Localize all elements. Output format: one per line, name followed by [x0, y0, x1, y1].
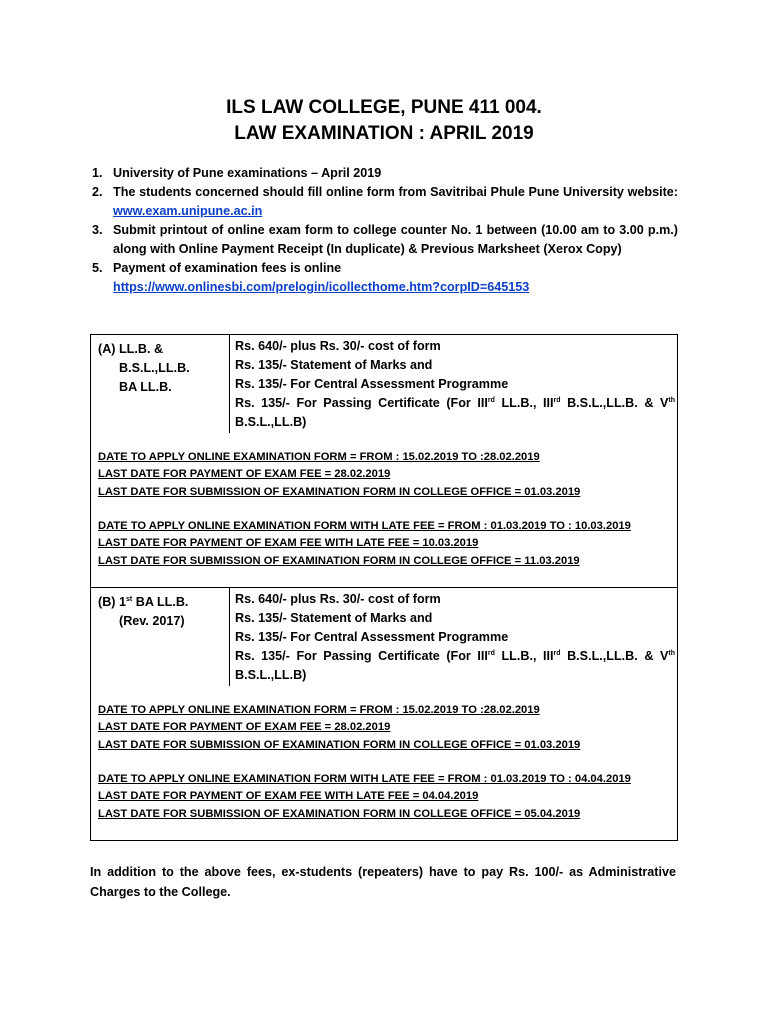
payment-link[interactable]: https://www.onlinesbi.com/prelogin/icollecthome.htm?corpID=645153 — [113, 280, 530, 294]
section-b-dates — [98, 702, 674, 754]
list-number: 5. — [92, 261, 103, 275]
program-label: (B) 1st BA LL.B. — [98, 595, 189, 609]
fee-line: Rs. 640/- plus Rs. 30/- cost of form — [235, 592, 441, 606]
date-line: DATE TO APPLY ONLINE EXAMINATION FORM WITH LATE FEE = FROM : 01.03.2019 TO : 10.03.2019 — [98, 520, 631, 532]
list-text: Submit printout of online exam form to college counter No. 1 between (10.00 am to 3.00 p.m.) along with Online Payment Receipt (In duplicate) & Previous Marksheet (Xerox Copy) — [113, 223, 678, 256]
date-line: LAST DATE FOR PAYMENT OF EXAM FEE WITH LATE FEE = 04.04.2019 — [98, 790, 479, 803]
section-a-programs — [98, 340, 228, 397]
section-b-fees — [235, 590, 675, 685]
section-b-box — [90, 587, 678, 841]
date-line: LAST DATE FOR PAYMENT OF EXAM FEE WITH LATE FEE = 10.03.2019 — [98, 537, 479, 550]
list-text: Payment of examination fees is online — [113, 261, 342, 275]
program-label: B.S.L.,LL.B. — [119, 361, 190, 375]
fee-line: Rs. 135/- For Central Assessment Programme — [235, 377, 509, 391]
section-b-programs — [98, 593, 228, 631]
list-item — [92, 164, 678, 183]
program-label: (A) LL.B. & — [98, 342, 164, 356]
page-title: ILS LAW COLLEGE, PUNE 411 004. — [226, 97, 542, 118]
page-subtitle: LAW EXAMINATION : APRIL 2019 — [234, 123, 534, 144]
column-divider — [229, 335, 230, 433]
list-text: University of Pune examinations – April 2019 — [113, 166, 382, 180]
date-line: DATE TO APPLY ONLINE EXAMINATION FORM = FROM : 15.02.2019 TO :28.02.2019 — [98, 704, 540, 716]
date-line: LAST DATE FOR SUBMISSION OF EXAMINATION FORM IN COLLEGE OFFICE = 05.04.2019 — [98, 807, 581, 820]
fee-line: B.S.L.,LL.B) — [235, 668, 307, 682]
fee-line: B.S.L.,LL.B) — [235, 415, 307, 429]
fee-line: Rs. 135/- For Passing Certificate (For IIIrd LL.B., IIIrd B.S.L.,LL.B. & Vth — [235, 396, 675, 410]
list-item — [92, 183, 678, 221]
list-item — [92, 221, 678, 259]
list-number: 3. — [92, 223, 103, 237]
section-a-dates — [98, 449, 674, 501]
footer-note: In addition to the above fees, ex-students (repeaters) have to pay Rs. 100/- as Administrative Charges to the College. — [90, 865, 676, 899]
fee-line: Rs. 135/- For Passing Certificate (For IIIrd LL.B., IIIrd B.S.L.,LL.B. & Vth — [235, 649, 675, 663]
list-text: The students concerned should fill online form from Savitribai Phule Pune University website: — [113, 185, 678, 199]
list-number: 2. — [92, 185, 103, 199]
exam-website-link[interactable]: www.exam.unipune.ac.in — [113, 204, 263, 218]
section-a-late-dates — [98, 518, 674, 570]
fee-line: Rs. 640/- plus Rs. 30/- cost of form — [235, 339, 441, 353]
date-line: LAST DATE FOR SUBMISSION OF EXAMINATION FORM IN COLLEGE OFFICE = 01.03.2019 — [98, 738, 581, 751]
list-number: 1. — [92, 166, 103, 180]
fee-line: Rs. 135/- Statement of Marks and — [235, 358, 433, 372]
section-b-late-dates — [98, 771, 674, 823]
list-item — [92, 259, 678, 297]
instruction-list — [92, 164, 678, 297]
program-label: (Rev. 2017) — [119, 614, 185, 628]
date-line: LAST DATE FOR SUBMISSION OF EXAMINATION FORM IN COLLEGE OFFICE = 11.03.2019 — [98, 554, 580, 567]
date-line: LAST DATE FOR SUBMISSION OF EXAMINATION FORM IN COLLEGE OFFICE = 01.03.2019 — [98, 485, 581, 498]
section-a-box — [90, 334, 678, 588]
fee-line: Rs. 135/- For Central Assessment Programme — [235, 630, 509, 644]
date-line: DATE TO APPLY ONLINE EXAMINATION FORM = FROM : 15.02.2019 TO :28.02.2019 — [98, 451, 540, 463]
date-line: LAST DATE FOR PAYMENT OF EXAM FEE = 28.02.2019 — [98, 721, 391, 734]
program-label: BA LL.B. — [119, 380, 172, 394]
section-a-fees — [235, 337, 675, 432]
fee-line: Rs. 135/- Statement of Marks and — [235, 611, 433, 625]
date-line: DATE TO APPLY ONLINE EXAMINATION FORM WITH LATE FEE = FROM : 01.03.2019 TO : 04.04.2019 — [98, 773, 631, 785]
date-line: LAST DATE FOR PAYMENT OF EXAM FEE = 28.02.2019 — [98, 468, 391, 481]
column-divider — [229, 588, 230, 686]
